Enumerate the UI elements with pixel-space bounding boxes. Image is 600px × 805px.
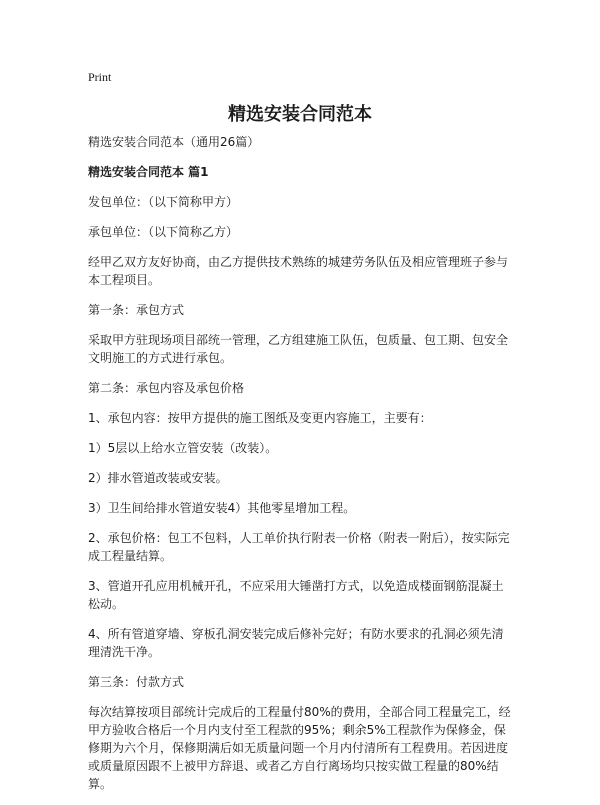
- document-body: [88, 133, 513, 805]
- document-title: 精选安装合同范本: [228, 104, 372, 125]
- print-label[interactable]: Print: [88, 70, 112, 84]
- paragraph: 发包单位：（以下简称甲方）: [88, 195, 239, 209]
- paragraph: 1、承包内容：按甲方提供的施工图纸及变更内容施工，主要有：: [88, 411, 432, 425]
- paragraph: 第三条：付款方式: [88, 675, 185, 689]
- paragraph: 采取甲方驻现场项目部统一管理，乙方组建施工队伍，包质量、包工期、包安全文明施工的方式进行承包。: [88, 333, 509, 365]
- paragraph: 经甲乙双方友好协商，由乙方提供技术熟练的城建劳务队伍及相应管理班子参与本工程项目。: [88, 255, 509, 287]
- paragraph: 第二条：承包内容及承包价格: [88, 381, 245, 395]
- paragraph: 3、管道开孔应用机械开孔，不应采用大锤凿打方式，以免造成楼面钢筋混凝土松动。: [88, 579, 504, 611]
- paragraph: 承包单位：（以下简称乙方）: [88, 225, 239, 239]
- paragraph: 4、所有管道穿墙、穿板孔洞安装完成后修补完好；有防水要求的孔洞必须先清理清洗干净。: [88, 627, 504, 659]
- paragraph: 1）5层以上给水立管安装（改装）。: [88, 441, 278, 455]
- paragraph: 2、承包价格：包工不包料，人工单价执行附表一价格（附表一附后），按实际完成工程量结算。: [88, 531, 510, 563]
- section-heading: 精选安装合同范本 篇1: [88, 165, 209, 179]
- paragraph: 每次结算按项目部统计完成后的工程量付80%的费用，全部合同工程量完工，经甲方验收合格后一个月内支付至工程款的95%；剩余5%工程款作为保修金，保修期为六个月，保修期满后如无质量问题一个月内付清所有工程费用。若因进度或质量原因跟不上被甲方辞退、或者乙方自行离场均只按实做工程量的80%结算。: [88, 705, 511, 791]
- paragraph: 3）卫生间给排水管道安装4）其他零星增加工程。: [88, 501, 356, 515]
- paragraph: 精选安装合同范本（通用26篇）: [88, 135, 260, 149]
- paragraph: 2）排水管道改装或安装。: [88, 471, 228, 485]
- paragraph: 第一条：承包方式: [88, 303, 185, 317]
